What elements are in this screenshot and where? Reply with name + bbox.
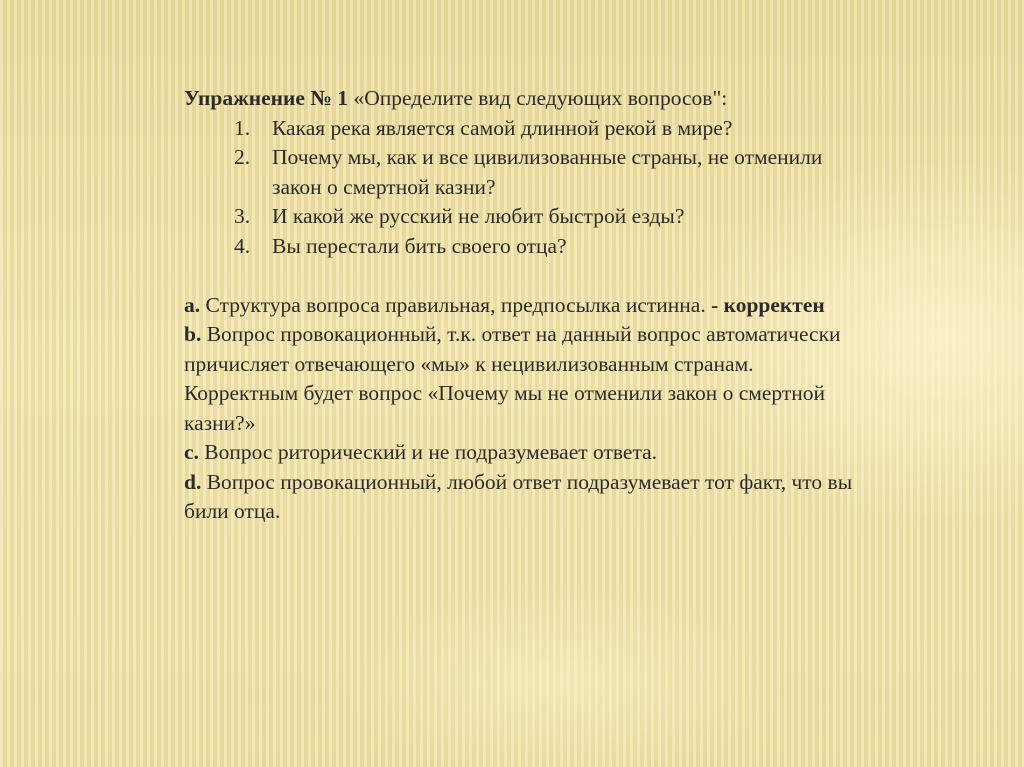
question-text: И какой же русский не любит быстрой езды? — [272, 204, 685, 228]
answer-b — [184, 320, 854, 438]
question-number: 4. — [234, 233, 251, 258]
question-item — [184, 114, 854, 144]
question-list — [184, 114, 854, 262]
answer-text: Вопрос риторический и не подразумевает ответа. — [198, 440, 658, 464]
question-item — [184, 143, 854, 202]
answer-c — [184, 438, 854, 468]
question-text: Почему мы, как и все цивилизованные страны, не отменили закон о смертной казни? — [272, 145, 823, 199]
question-item — [184, 232, 854, 262]
answer-text: Вопрос провокационный, т.к. ответ на данный вопрос автоматически причисляет отвечающего «мы» к нецивилизованным странам. Корректным будет вопрос «Почему мы не отменили закон о смертной казни?» — [184, 322, 841, 435]
exercise-instruction: «Определите вид следующих вопросов": — [348, 86, 728, 110]
answer-letter: b. — [184, 322, 202, 346]
answer-d — [184, 468, 854, 527]
question-number: 2. — [234, 145, 251, 169]
blank-line — [184, 261, 854, 291]
question-number: 1. — [234, 115, 251, 140]
slide-content — [184, 84, 854, 527]
question-text: Вы перестали бить своего отца? — [272, 233, 567, 258]
answer-letter: a. — [184, 292, 201, 317]
exercise-label: Упражнение № 1 — [184, 86, 349, 110]
answer-letter: c. — [184, 440, 199, 464]
question-item — [184, 202, 854, 232]
answer-text: Структура вопроса правильная, предпосылка истинна. — [200, 292, 712, 317]
exercise-heading — [184, 84, 854, 114]
answer-letter: d. — [184, 469, 202, 494]
question-text: Какая река является самой длинной рекой в мире? — [272, 115, 733, 140]
answer-verdict: - корректен — [711, 292, 825, 317]
question-number: 3. — [234, 204, 251, 228]
answer-text: Вопрос провокационный, любой ответ подразумевает тот факт, что вы били отца. — [184, 469, 853, 523]
answer-a — [184, 291, 854, 321]
